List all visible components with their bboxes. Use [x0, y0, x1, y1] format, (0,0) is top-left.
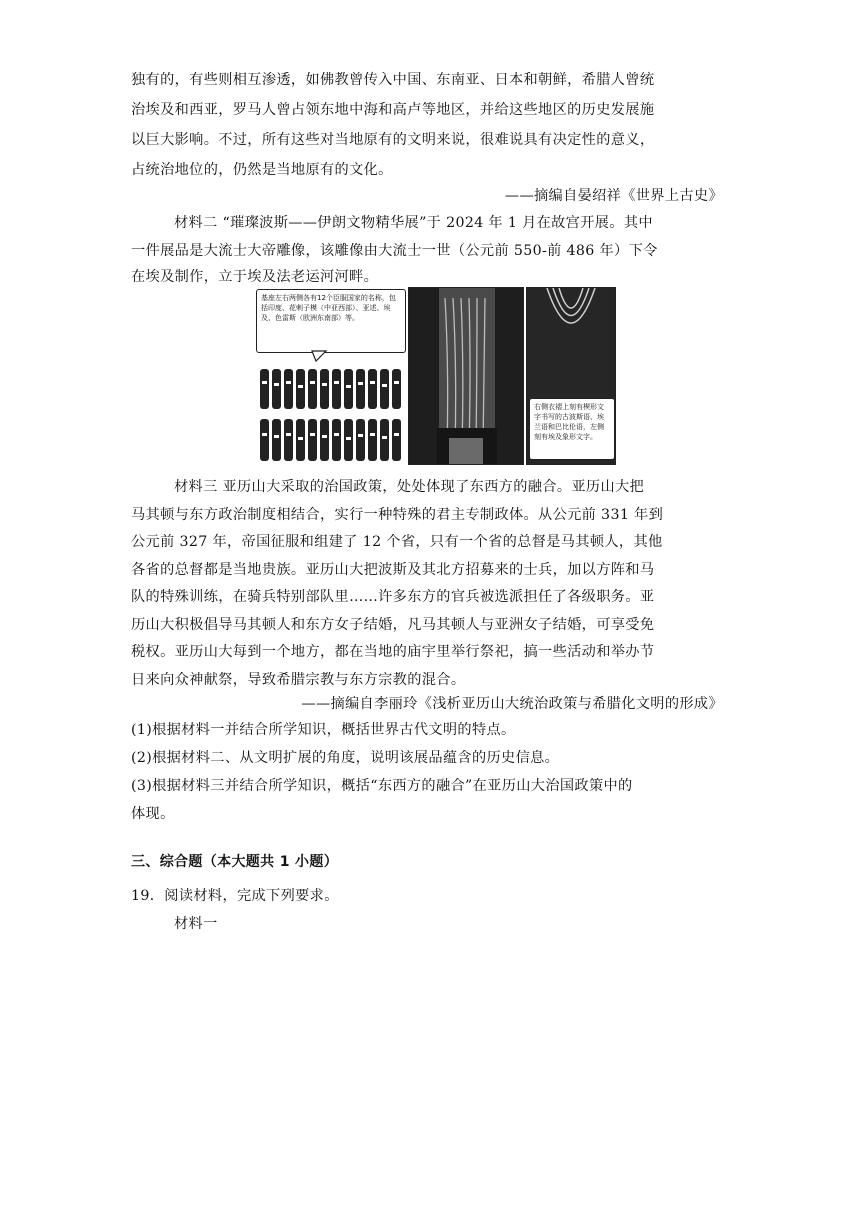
material2-line-1: 材料二 “璀璨波斯——伊朗文物精华展”于 2024 年 1 月在故宫开展。其中 [174, 215, 653, 231]
material1-line-2: 治埃及和西亚，罗马人曾占领东地中海和高卢等地区，并给这些地区的历史发展施 [131, 102, 655, 118]
question-1: (1)根据材料一并结合所学知识，概括世界古代文明的特点。 [131, 722, 516, 738]
material3-line-1: 材料三 亚历山大采取的治国政策，处处体现了东西方的融合。亚历山大把 [174, 479, 645, 495]
material3-line-2: 马其顿与东方政治制度相结合，实行一种特殊的君主专制政体。从公元前 331 年到 [131, 507, 664, 523]
material1-line-4: 占统治地位的，仍然是当地原有的文化。 [131, 162, 393, 178]
material3-line-8: 日来向众神献祭，导致希腊宗教与东方宗教的混合。 [131, 672, 466, 688]
question-19: 19．阅读材料，完成下列要求。 [131, 888, 339, 904]
darius-statue-figure [254, 287, 616, 465]
cartouche-rows [254, 287, 404, 463]
material3-line-5: 队的特殊训练，在骑兵特别部队里……许多东方的官兵被选派担任了各级职务。亚 [131, 589, 655, 605]
material2-line-2: 一件展品是大流士大帝雕像，该雕像由大流士一世（公元前 550-前 486 年）下令 [131, 243, 658, 259]
figure-left-panel [254, 287, 404, 463]
material2-line-3: 在埃及制作，立于埃及法老运河河畔。 [131, 269, 379, 285]
left-caption-bubble: 基座左右两侧各有12个臣服国家的名称，包括印度、花剌子模（中亚西部）、亚述、埃及、色雷斯（欧洲东南部）等。 [256, 289, 406, 353]
right-caption-bubble: 右侧衣褶上刻有楔形文字书写的古波斯语、埃兰语和巴比伦语，左侧刻有埃及象形文字。 [529, 398, 615, 460]
section3-heading: 三、综合题（本大题共 1 小题） [131, 854, 339, 870]
material3-source: ——摘编自李丽玲《浅析亚历山大统治政策与希腊化文明的形成》 [301, 696, 723, 712]
question-2: (2)根据材料二、从文明扩展的角度，说明该展品蕴含的历史信息。 [131, 750, 560, 766]
material3-line-3: 公元前 327 年，帝国征服和组建了 12 个省，只有一个省的总督是马其顿人，其他 [131, 534, 663, 550]
material3-line-6: 历山大积极倡导马其顿人和东方女子结婚，凡马其顿人与亚洲女子结婚，可享受免 [131, 617, 655, 633]
material1-line-1: 独有的，有些则相互渗透，如佛教曾传入中国、东南亚、日本和朝鲜，希腊人曾统 [131, 72, 655, 88]
drapery-closeup-photo [526, 287, 616, 465]
material1-source: ——摘编自晏绍祥《世界上古史》 [504, 188, 723, 204]
question-3: (3)根据材料三并结合所学知识，概括“东西方的融合”在亚历山大治国政策中的 [131, 778, 633, 794]
material1-line-3: 以巨大影响。不过，所有这些对当地原有的文明来说，很难说具有决定性的意义， [131, 132, 655, 148]
material3-line-4: 各省的总督都是当地贵族。亚历山大把波斯及其北方招募来的士兵，加以方阵和马 [131, 562, 655, 578]
material3-line-7: 税权。亚历山大每到一个地方，都在当地的庙宇里举行祭祀，搞一些活动和举办节 [131, 644, 655, 660]
statue-drapery [409, 288, 523, 464]
question-3-cont: 体现。 [131, 806, 175, 822]
q19-material1-label: 材料一 [174, 916, 218, 932]
statue-photo [408, 287, 524, 465]
